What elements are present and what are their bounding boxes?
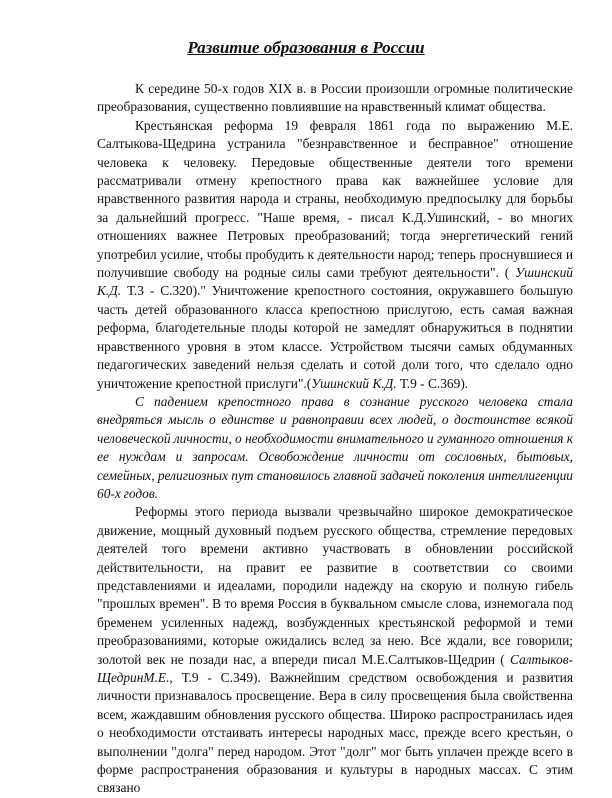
citation-ushinsky-1: Ушинский К.Д.: [97, 265, 573, 299]
page-title: Развитие образования в России: [187, 38, 425, 57]
paragraph-2: [97, 117, 573, 393]
paragraph-4-text-end: , Т.9 - С.349). Важнейшим средством освобождения и развития личности признавалось просвещение. Вера в силу просвещения была свойственна всем, жаждавшим обновления русского общества. Широко распространилась идея о необходимости отстаивать интересы народных масс, прежде всего крестьян, о выполнении "долга" перед народом. Этот "долг" мог быть уплачен прежде всего в форме распространения образования и культуры в народных массах. С этим связано: [97, 670, 573, 796]
paragraph-2-text-end: Т.9 - С.369).: [396, 375, 469, 391]
paragraph-1-text: К середине 50-х годов XIX в. в России произошли огромные политические преобразования, существенно повлиявшие на нравственный климат общества.: [97, 81, 573, 115]
paragraph-3-text: С падением крепостного права в сознание русского человека стала внедряться мысль о единстве и равноправии всех людей, о достоинстве всякой человеческой личности, о необходимости внимательного и гуманного отношения к ее нуждам и запросам. Освобождение личности от сословных, бытовых, семейных, религиозных пут становилось главной задачей поколения интеллигенции 60-х годов.: [97, 393, 573, 501]
document-body: [97, 80, 573, 798]
paragraph-4: [97, 503, 573, 798]
paragraph-3-italic: [97, 393, 573, 503]
citation-ushinsky-2: Ушинский К.Д.: [311, 375, 397, 391]
paragraph-2-text-middle: Т.3 - С.320)." Уничтожение крепостного состояния, окружавшего большую часть детей образованного класса крепостною прислугою, есть самая важная реформа, благодетельные плоды которой не замедлят обнаружиться в поднятии нравственного уровня в этом классе. Устройством тысячи самых обдуманных педагогических заведений нельзя сделать и сотой доли того, что сделало одно уничтожение крепостной прислуги".(: [97, 283, 573, 391]
paragraph-2-text-start: Крестьянская реформа 19 февраля 1861 года по выражению М.Е. Салтыкова-Щедрина устранила "безнравственное и бесправное" отношение человека к человеку. Передовые общественные деятели того времени рассматривали отмену крепостного права как важнейшее условие для нравственного развития народа и страны, необходимую предпосылку для борьбы за дальнейший прогресс. "Наше время, - писал К.Д.Ушинский, - во многих отношениях важнее Петровых преобразований; тогда энергетический гений употребил усилие, чтобы пробудить к деятельности народ; теперь проснувшиеся и получившие свободу на родные силы сами требуют деятельности". (: [97, 117, 573, 281]
paragraph-4-text-start: Реформы этого периода вызвали чрезвычайно широкое демократическое движение, мощный духовный подъем русского общества, стремление передовых деятелей того времени активно участвовать в обновлении российской действительности, на правит ее развитие в соответствии со своими представлениями и идеалами, породили надежду на скорую и полную гибель "прошлых времен". В то время Россия в буквальном смысле слова, изнемогала под бременем усиленных надежд, возбужденных крестьянской реформой и теми преобразованиями, которые ожидались вслед за нею. Все ждали, все говорили; золотой век не позади нас, а впереди писал М.Е.Салтыков-Щедрин (: [97, 504, 573, 667]
paragraph-1: [97, 80, 573, 117]
citation-saltykov: Салтыков-ЩедринМ.Е.: [97, 651, 573, 685]
